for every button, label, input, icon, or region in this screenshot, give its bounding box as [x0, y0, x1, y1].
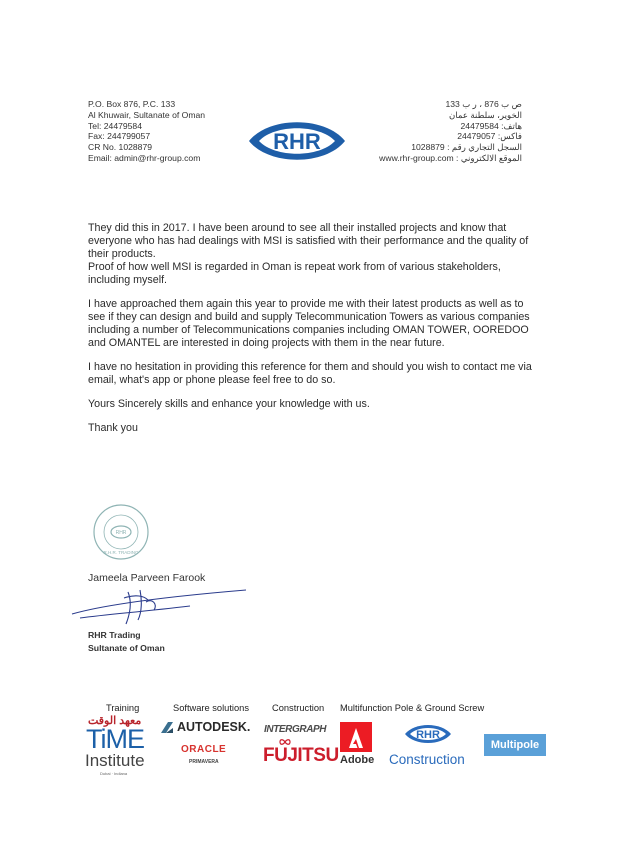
website-line-ar: الموقع الالكتروني : www.rhr-group.com	[379, 152, 522, 163]
footer-label-multifunction: Multifunction Pole & Ground Screw	[340, 703, 485, 713]
fax-line: Fax: 244799057	[88, 131, 151, 142]
paragraph-3: I have no hesitation in providing this reference for them and should you wish to contact me via email, what's app or phone please feel free to do so.	[88, 361, 532, 386]
adobe-icon	[340, 722, 372, 752]
autodesk-text: AUTODESK.	[177, 720, 251, 734]
left-address-block	[88, 99, 248, 164]
intergraph-logo: INTERGRAPH	[264, 724, 327, 735]
oracle-logo: ORACLE	[181, 744, 227, 755]
adobe-a-glyph	[340, 722, 372, 752]
time-logo-a: Ti	[86, 724, 106, 754]
thank-you-line: Thank you	[88, 422, 138, 434]
handwritten-signature	[70, 584, 250, 628]
adobe-text: Adobe	[340, 754, 375, 766]
fujitsu-logo: FUJITSU	[263, 745, 339, 766]
svg-text:RHR: RHR	[115, 530, 127, 536]
company-country: Sultanate of Oman	[88, 643, 165, 653]
closing-line: Yours Sincerely skills and enhance your knowledge with us.	[88, 398, 370, 410]
cr-line: CR No. 1028879	[88, 142, 153, 153]
svg-text:R.H.R. TRADING: R.H.R. TRADING	[103, 550, 139, 555]
autodesk-icon	[160, 721, 174, 734]
fax-line-ar: فاكس: 24479057	[457, 131, 522, 142]
company-block	[88, 629, 165, 655]
phone-line: Tel: 24479584	[88, 120, 142, 131]
multipole-logo: Multipole	[484, 734, 546, 756]
autodesk-logo	[160, 720, 250, 734]
construction-wordmark: Construction	[389, 752, 465, 767]
paragraph-1b-text: Proof of how well MSI is regarded in Oman is repeat work from of various stakeholders, including myself.	[88, 261, 501, 286]
footer-label-training: Training	[106, 703, 140, 713]
time-logo-b: ME	[105, 724, 144, 754]
footer-label-software: Software solutions	[173, 703, 249, 713]
time-arabic-logo: معهد الوقت	[88, 715, 142, 727]
address-line: P.O. Box 876, P.C. 133	[88, 99, 176, 109]
paragraph-2: I have approached them again this year to provide me with their latest products as well as to see if they can design and build and supply Telecommunication Towers as various companies including a number of Telecommunications companies including OMAN TOWER, OOREDOO and OMANTEL are interested in doing projects with them in the near future.	[88, 298, 530, 349]
paragraph-1	[88, 222, 533, 287]
rhr-logo	[245, 110, 349, 172]
rhr-construction-logo	[403, 719, 453, 749]
time-small-text: Dubai · Indiana	[100, 771, 128, 776]
paragraph-1-text: They did this in 2017. I have been around to see all their installed projects and know that everyone who has had dealings with MSI is satisfied with their performance and the quality of their products.	[88, 222, 529, 260]
address-line-ar: ص ب 876 ، ر ب 133	[445, 99, 522, 109]
address-line: Al Khuwair, Sultanate of Oman	[88, 109, 206, 120]
rhr-small-text: RHR	[416, 729, 440, 741]
time-institute-logo	[86, 726, 144, 753]
time-institute-word: Institute	[85, 751, 145, 770]
primavera-text: PRIMAVERA	[189, 759, 219, 765]
email-line: Email: admin@rhr-group.com	[88, 152, 201, 163]
cr-line-ar: السجل التجاري رقم : 1028879	[411, 142, 522, 153]
company-seal	[92, 503, 150, 561]
right-address-block	[362, 99, 522, 164]
signer-name: Jameela Parveen Farook	[88, 572, 206, 584]
logo-text: RHR	[273, 129, 321, 154]
phone-line-ar: هاتف: 24479584	[460, 120, 522, 131]
address-line-ar: الخوير، سلطنة عمان	[449, 109, 522, 120]
letter-body	[88, 222, 533, 446]
company-name: RHR Trading	[88, 630, 141, 640]
footer-label-construction: Construction	[272, 703, 325, 713]
